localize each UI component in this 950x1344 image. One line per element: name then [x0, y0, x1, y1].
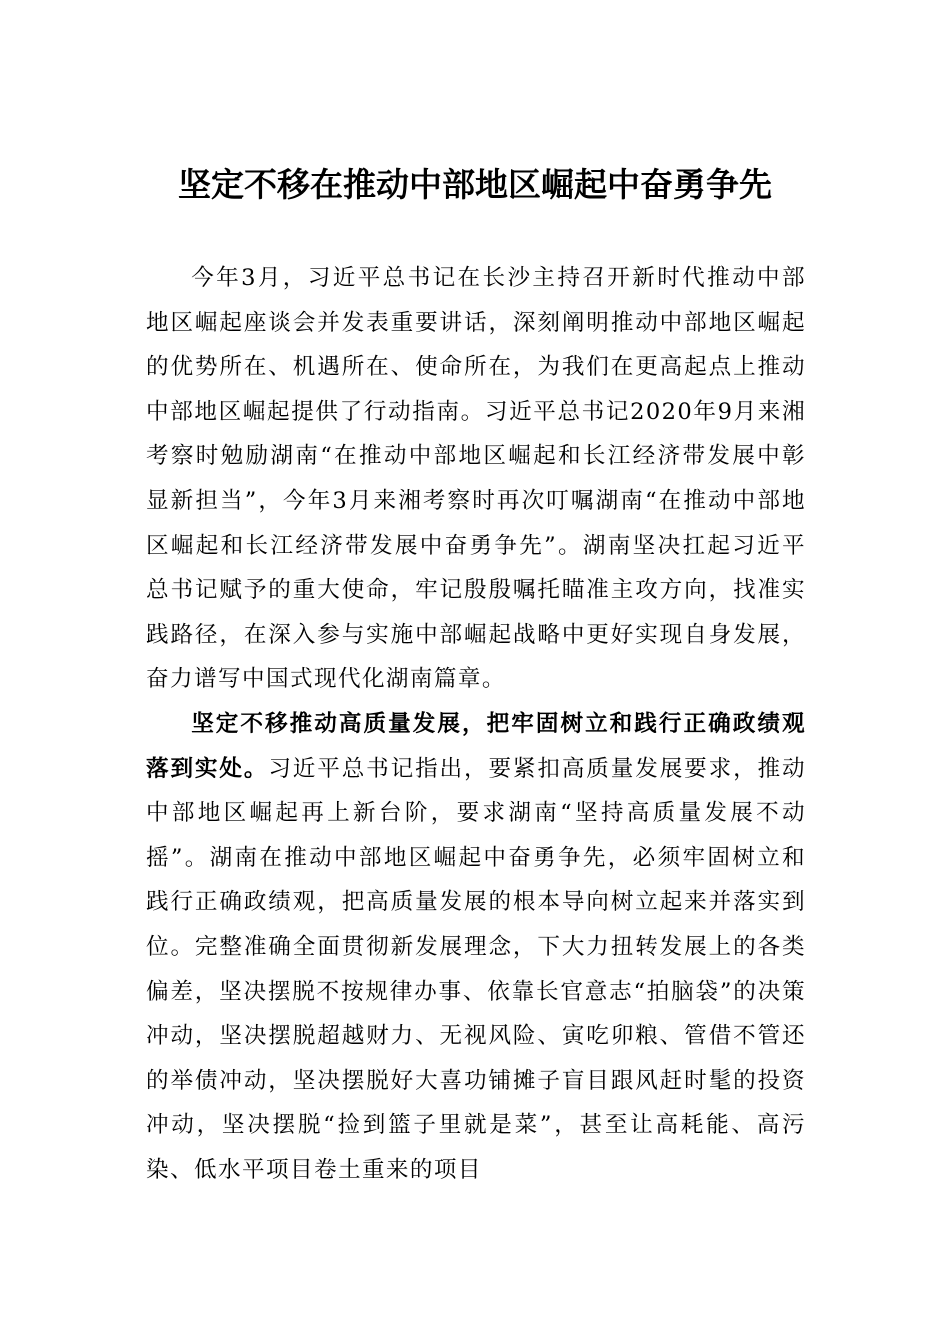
paragraph-lead-sentence: 坚定不移推动高质量发展，把牢固树立和践行正确政绩观落到实处。 [146, 710, 806, 782]
document-title: 坚定不移在推动中部地区崛起中奋勇争先 [178, 165, 772, 204]
paragraph-text: 习近平总书记指出，要紧扣高质量发展要求，推动中部地区崛起再上新台阶，要求湖南“坚持高质量发展不动摇”。湖南在推动中部地区崛起中奋勇争先，必须牢固树立和践行正确政绩观，把高质量发展的根本导向树立起来并落实到位。完整准确全面贯彻新发展理念，下大力扭转发展上的各类偏差，坚决摆脱不按规律办事、依靠长官意志“拍脑袋”的决策冲动，坚决摆脱超越财力、无视风险、寅吃卯粮、管借不管还的举债冲动，坚决摆脱好大喜功铺摊子盲目跟风赶时髦的投资冲动，坚决摆脱“捡到篮子里就是菜”，甚至让高耗能、高污染、低水平项目卷土重来的项目 [146, 755, 806, 1183]
body-paragraph [146, 702, 806, 1193]
paragraph-text: 今年3月，习近平总书记在长沙主持召开新时代推动中部地区崛起座谈会并发表重要讲话，深刻阐明推动中部地区崛起的优势所在、机遇所在、使命所在，为我们在更高起点上推动中部地区崛起提供了行动指南。习近平总书记2020年9月来湘考察时勉励湖南“在推动中部地区崛起和长江经济带发展中彰显新担当”，今年3月来湘考察时再次叮嘱湖南“在推动中部地区崛起和长江经济带发展中奋勇争先”。湖南坚决扛起习近平总书记赋予的重大使命，牢记殷殷嘱托瞄准主攻方向，找准实践路径，在深入参与实施中部崛起战略中更好实现自身发展，奋力谱写中国式现代化湖南篇章。 [146, 265, 806, 693]
body-paragraph [146, 256, 806, 702]
document-body [146, 256, 806, 1192]
